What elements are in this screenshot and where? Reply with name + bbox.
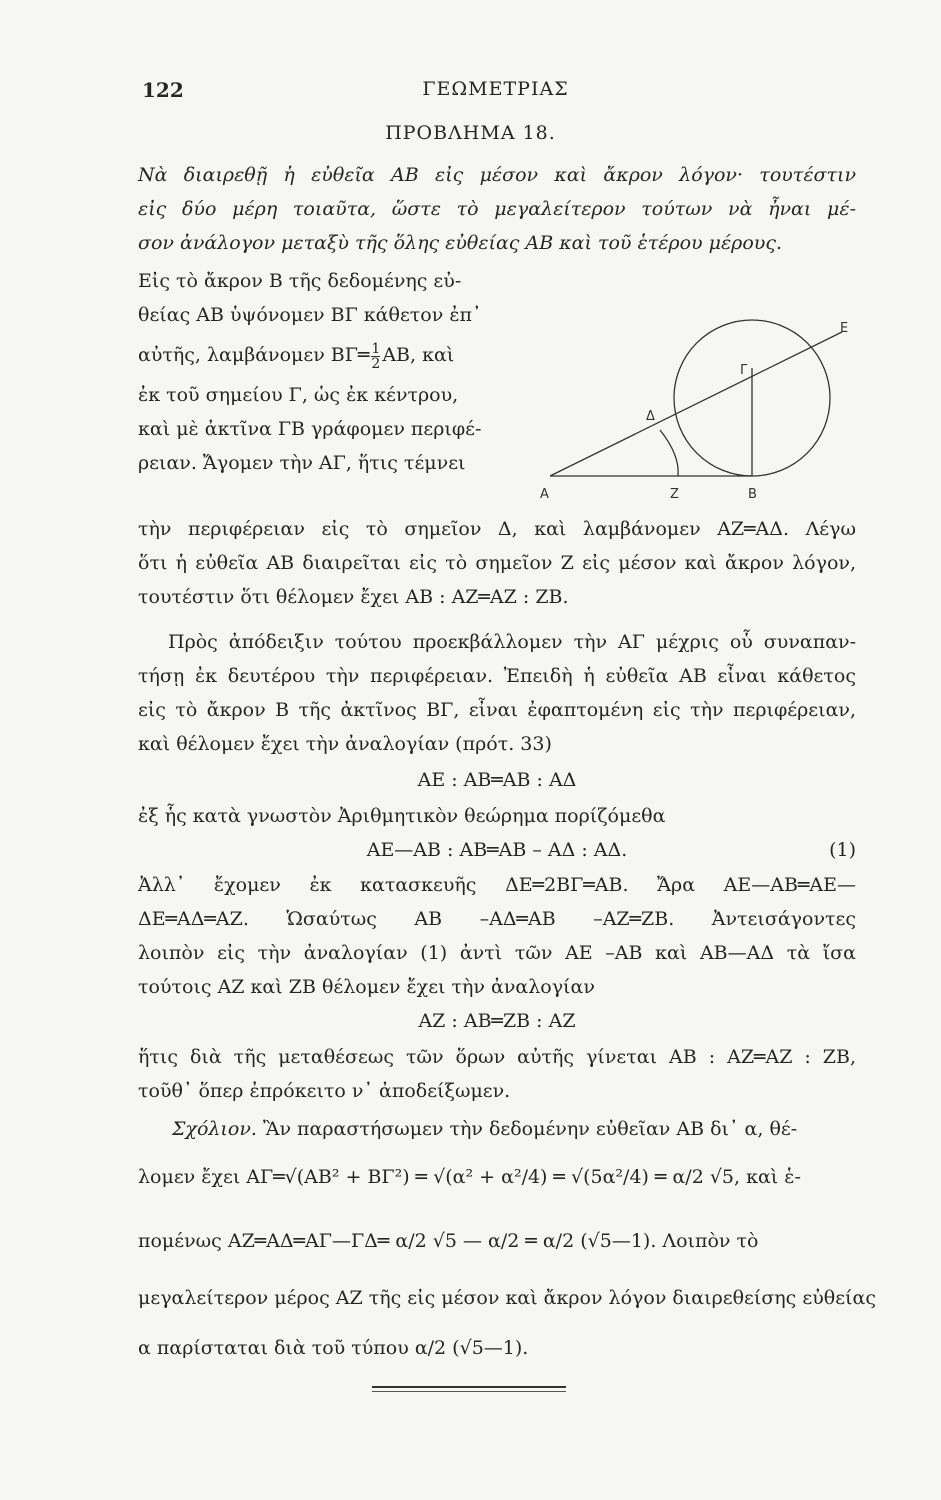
construction-line: καὶ μὲ ἀκτῖνα ΓΒ γράφομεν περιφέ-: [138, 418, 482, 440]
page-number: 122: [142, 78, 184, 102]
equation-2: ΑΕ—ΑΒ : ΑΒ═ΑΒ – ΑΔ : ΑΔ.: [366, 839, 628, 861]
label-d: Δ: [646, 409, 655, 424]
text-line: λοιπὸν εἰς τὴν ἀναλογίαν (1) ἀντὶ τῶν ΑΕ –ΑΒ καὶ ΑΒ—ΑΔ τὰ ἴσα: [138, 942, 856, 964]
construction-line-start: αὐτῆς, λαμβάνομεν ΒΓ═: [138, 344, 370, 366]
end-rule-thin: [372, 1391, 566, 1392]
text-line: ὅτι ἡ εὐθεῖα ΑΒ διαιρεῖται εἰς τὸ σημεῖον Ζ εἰς μέσον καὶ ἄκρον λόγον,: [138, 552, 856, 574]
text-line: Πρὸς ἀπόδειξιν τούτου προεκβάλλομεν τὴν ΑΓ μέχρις οὗ συναπαν-: [168, 631, 856, 653]
text-line: καὶ θέλομεν ἔχει τὴν ἀναλογίαν (πρότ. 33): [138, 733, 552, 755]
scholion: [138, 1112, 876, 1374]
fraction-one-half: [371, 342, 380, 371]
page-header: [140, 78, 851, 110]
paragraph-4: [138, 868, 856, 1004]
geometry-figure: [530, 270, 860, 510]
label-e: Ε: [840, 321, 849, 336]
construction-line: ρειαν. Ἄγομεν τὴν ΑΓ, ἥτις τέμνει: [138, 452, 466, 474]
paragraph-5: [138, 1040, 856, 1108]
equation-3: ΑΖ : ΑΒ═ΖΒ : ΑΖ: [418, 1010, 576, 1032]
statement-line: εἰς δύο μέρη τοιαῦτα, ὥστε τὸ μεγαλείτερον τούτων νὰ ἦναι μέ-: [138, 198, 856, 220]
problem-statement: [138, 158, 856, 260]
text-line: τὴν περιφέρειαν εἰς τὸ σημεῖον Δ, καὶ λαμβάνομεν ΑΖ═ΑΔ. Λέγω: [138, 518, 856, 540]
equation-number: (1): [829, 839, 856, 861]
text-line: ΔΕ═ΑΔ═ΑΖ. Ὡσαύτως ΑΒ –ΑΔ═ΑΒ –ΑΖ═ΖΒ. Ἀντεισάγοντες: [138, 908, 856, 930]
scholion-line: α παρίσταται διὰ τοῦ τύπου α/2 (√5—1).: [138, 1337, 529, 1359]
fraction-numerator: 1: [371, 340, 381, 357]
text-line: ἥτις διὰ τῆς μεταθέσεως τῶν ὅρων αὐτῆς γίνεται ΑΒ : ΑΖ═ΑΖ : ΖΒ,: [138, 1046, 856, 1068]
fraction-denominator: 2: [371, 355, 381, 372]
text-line: τήσῃ ἐκ δευτέρου τὴν περιφέρειαν. Ἐπειδὴ ἡ εὐθεῖα ΑΒ εἶναι κάθετος: [138, 665, 856, 687]
equation-1: ΑΕ : ΑΒ═ΑΒ : ΑΔ: [417, 769, 577, 791]
paragraph-3: ἐξ ἧς κατὰ γνωστὸν Ἀριθμητικὸν θεώρημα πορίζόμεθα: [138, 805, 666, 827]
text-line: τοῦθ᾽ ὅπερ ἐπρόκειτο ν᾽ ἀποδείξωμεν.: [138, 1080, 511, 1102]
arc-dz: [660, 430, 678, 476]
construction-line: [138, 332, 530, 378]
construction-line: Εἰς τὸ ἄκρον Β τῆς δεδομένης εὐ-: [138, 270, 462, 292]
construction-line: ἐκ τοῦ σημείου Γ, ὡς ἐκ κέντρου,: [138, 384, 459, 406]
text-line: εἰς τὸ ἄκρον Β τῆς ἀκτῖνος ΒΓ, εἶναι ἐφαπτομένη εἰς τὴν περιφέρειαν,: [138, 699, 856, 721]
paragraph-1: [138, 512, 856, 614]
running-title: ΓΕΩΜΕΤΡΙΑΣ: [422, 78, 569, 100]
problem-title: ΠΡΟΒΛΗΜΑ 18.: [385, 122, 556, 144]
end-rule: [372, 1386, 566, 1388]
text-line: τουτέστιν ὅτι θέλομεν ἔχει ΑΒ : ΑΖ═ΑΖ : ΖΒ.: [138, 586, 569, 608]
label-a: Α: [540, 487, 549, 502]
scholion-line-text: Ἂν παραστήσωμεν τὴν δεδομένην εὐθεῖαν ΑΒ δι᾽ α, θέ-: [262, 1118, 798, 1140]
construction-text: [138, 264, 530, 480]
text-line: τούτοις ΑΖ καὶ ΖΒ θέλομεν ἔχει τὴν ἀναλογίαν: [138, 976, 595, 998]
label-b: Β: [748, 487, 757, 502]
scholion-line: [138, 1112, 856, 1146]
equation-2-row: [138, 833, 856, 867]
scholion-label: Σχόλιον.: [172, 1118, 257, 1140]
statement-line: Νὰ διαιρεθῇ ἡ εὐθεῖα ΑΒ εἰς μέσον καὶ ἄκρον λόγον· τουτέστιν: [138, 164, 856, 186]
scholion-line: μεγαλείτερον μέρος ΑΖ τῆς εἰς μέσον καὶ ἄκρον λόγον διαιρεθείσης εὐθείας: [138, 1287, 876, 1309]
construction-line-end: ΑΒ, καὶ: [382, 344, 455, 366]
scholion-line: λομεν ἔχει ΑΓ═√(ΑΒ² + ΒΓ²) ═ √(α² + α²/4) ═ √(5α²/4) ═ α/2 √5, καὶ ἑ-: [138, 1166, 801, 1188]
scholion-line: πομένως ΑΖ═ΑΔ═ΑΓ—ΓΔ═ α/2 √5 — α/2 ═ α/2 (√5—1). Λοιπὸν τὸ: [138, 1230, 759, 1252]
paragraph-2: [138, 625, 856, 761]
line-ae: [550, 332, 842, 476]
label-g: Γ: [740, 363, 748, 378]
text-line: Ἀλλ᾽ ἔχομεν ἐκ κατασκευῆς ΔΕ═2ΒΓ═ΑΒ. Ἄρα ΑΕ—ΑΒ═ΑΕ—: [138, 874, 856, 896]
statement-line: σον ἀνάλογον μεταξὺ τῆς ὅλης εὐθείας ΑΒ καὶ τοῦ ἑτέρου μέρους.: [138, 232, 783, 254]
construction-line: θείας ΑΒ ὑψόνομεν ΒΓ κάθετον ἐπ᾽: [138, 304, 482, 326]
label-z: Ζ: [670, 487, 679, 502]
